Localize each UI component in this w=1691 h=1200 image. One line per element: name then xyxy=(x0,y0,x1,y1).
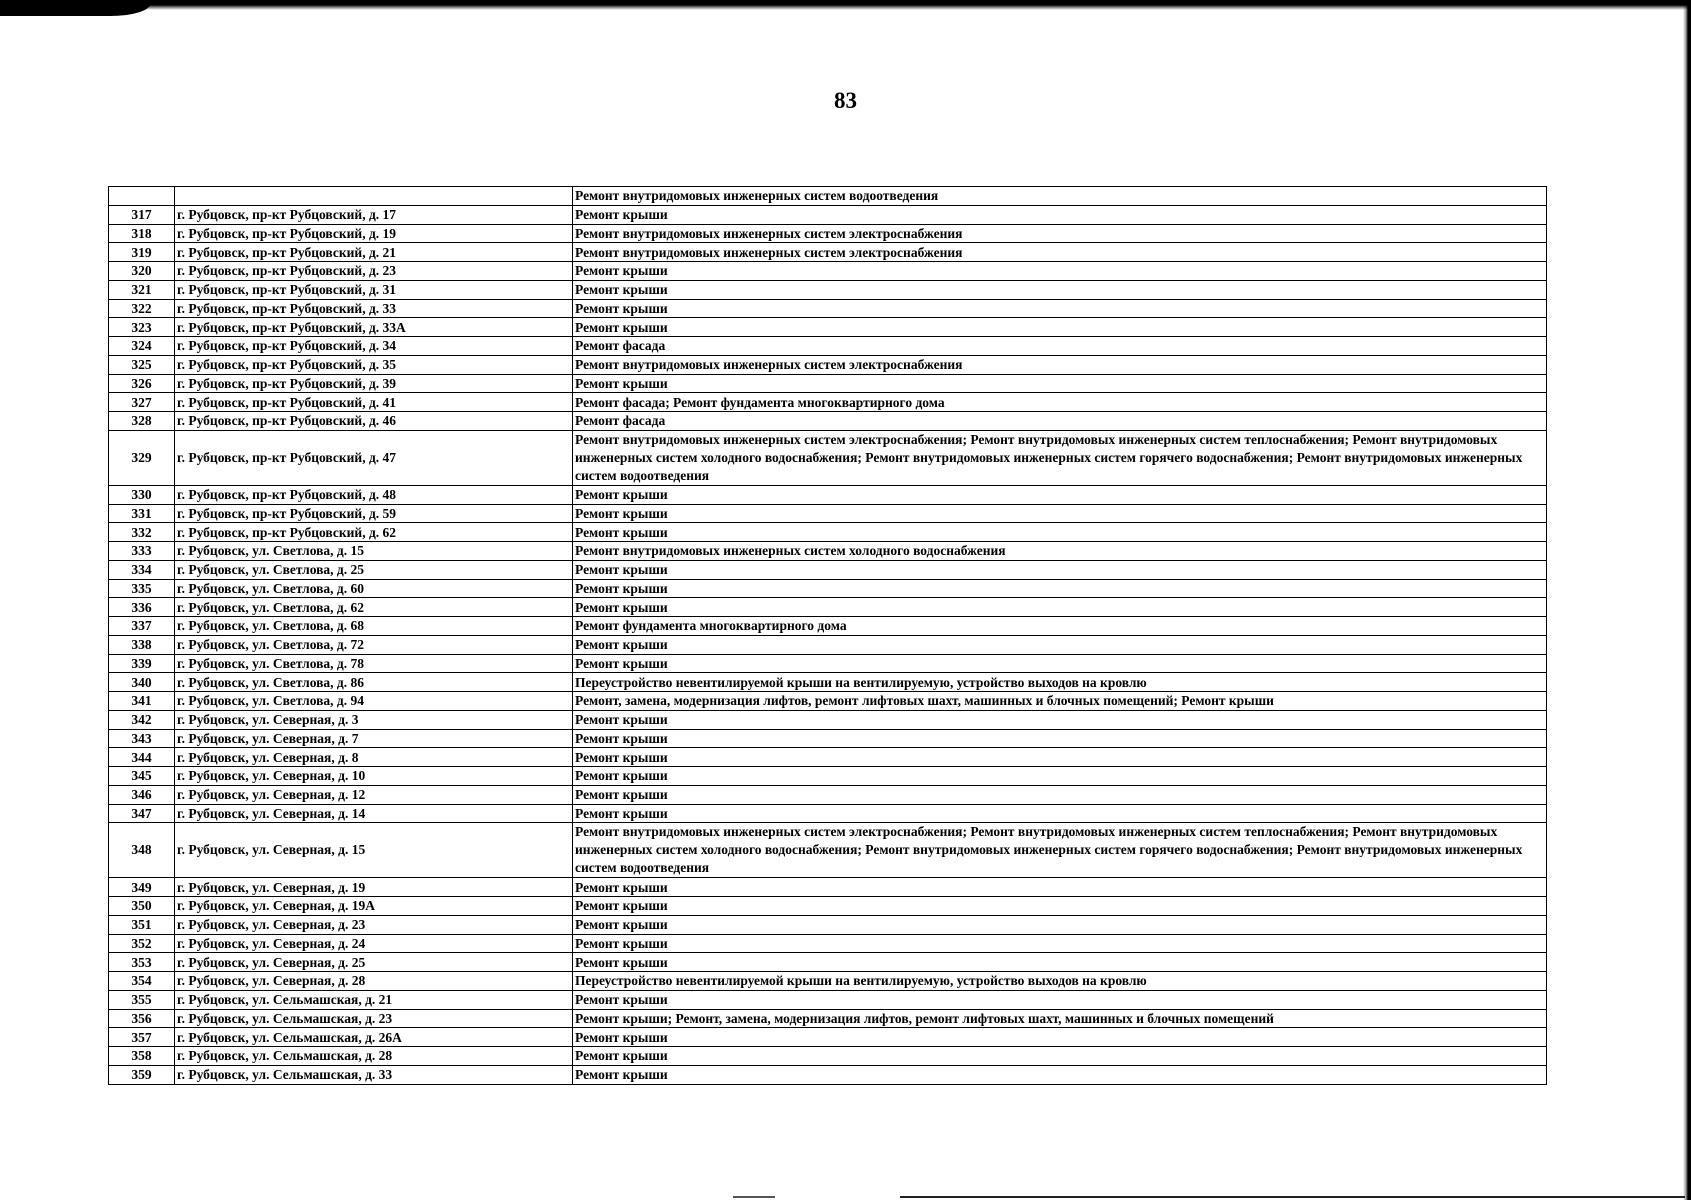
row-number-cell: 328 xyxy=(109,412,175,431)
work-type-cell: Ремонт фасада; Ремонт фундамента многоквартирного дома xyxy=(573,393,1547,412)
table-row xyxy=(109,953,1547,972)
row-number-cell: 356 xyxy=(109,1009,175,1028)
row-number-cell: 351 xyxy=(109,915,175,934)
work-type-cell: Ремонт, замена, модернизация лифтов, ремонт лифтовых шахт, машинных и блочных помещений; Ремонт крыши xyxy=(573,692,1547,711)
row-number-cell: 349 xyxy=(109,878,175,897)
row-number-cell: 343 xyxy=(109,729,175,748)
address-cell: г. Рубцовск, ул. Северная, д. 24 xyxy=(175,934,573,953)
scan-edge-right xyxy=(1683,0,1691,1200)
row-number-cell: 336 xyxy=(109,598,175,617)
address-cell: г. Рубцовск, пр-кт Рубцовский, д. 33А xyxy=(175,318,573,337)
table-row xyxy=(109,243,1547,262)
address-cell: г. Рубцовск, ул. Северная, д. 12 xyxy=(175,785,573,804)
work-type-cell: Ремонт крыши xyxy=(573,504,1547,523)
address-cell: г. Рубцовск, ул. Северная, д. 15 xyxy=(175,823,573,878)
address-cell: г. Рубцовск, пр-кт Рубцовский, д. 19 xyxy=(175,224,573,243)
row-number-cell: 347 xyxy=(109,804,175,823)
row-number-cell: 344 xyxy=(109,748,175,767)
address-cell: г. Рубцовск, ул. Северная, д. 28 xyxy=(175,972,573,991)
work-type-cell: Ремонт крыши xyxy=(573,785,1547,804)
row-number-cell: 354 xyxy=(109,972,175,991)
row-number-cell: 325 xyxy=(109,355,175,374)
table-row xyxy=(109,897,1547,916)
table-row xyxy=(109,393,1547,412)
address-cell: г. Рубцовск, пр-кт Рубцовский, д. 47 xyxy=(175,430,573,485)
table-row xyxy=(109,187,1547,206)
work-type-cell: Ремонт крыши xyxy=(573,934,1547,953)
table-row xyxy=(109,1047,1547,1066)
table-row xyxy=(109,767,1547,786)
row-number-cell: 319 xyxy=(109,243,175,262)
row-number-cell: 331 xyxy=(109,504,175,523)
address-cell: г. Рубцовск, пр-кт Рубцовский, д. 17 xyxy=(175,205,573,224)
table-row xyxy=(109,804,1547,823)
table-row xyxy=(109,934,1547,953)
row-number-cell: 339 xyxy=(109,654,175,673)
table-row xyxy=(109,337,1547,356)
work-type-cell: Ремонт крыши xyxy=(573,1065,1547,1084)
work-type-cell: Ремонт внутридомовых инженерных систем электроснабжения; Ремонт внутридомовых инженерных систем теплоснабжения; Ремонт внутридомовых инженерных систем холодного водоснабжения; Ремонт внутридомовых инженерных систем горячего водоснабжения; Ремонт внутридомовых инженерных систем водоотведения xyxy=(573,430,1547,485)
work-type-cell: Ремонт крыши xyxy=(573,710,1547,729)
work-type-cell: Ремонт крыши xyxy=(573,523,1547,542)
address-cell: г. Рубцовск, ул. Светлова, д. 78 xyxy=(175,654,573,673)
work-type-cell: Ремонт крыши xyxy=(573,485,1547,504)
table-row xyxy=(109,654,1547,673)
work-type-cell: Ремонт крыши xyxy=(573,579,1547,598)
table-row xyxy=(109,542,1547,561)
work-type-cell: Ремонт крыши xyxy=(573,878,1547,897)
work-type-cell: Ремонт фасада xyxy=(573,337,1547,356)
work-type-cell: Ремонт крыши xyxy=(573,318,1547,337)
row-number-cell: 332 xyxy=(109,523,175,542)
work-type-cell: Ремонт крыши xyxy=(573,374,1547,393)
address-cell xyxy=(175,187,573,206)
work-type-cell: Ремонт внутридомовых инженерных систем холодного водоснабжения xyxy=(573,542,1547,561)
work-type-cell: Ремонт крыши xyxy=(573,280,1547,299)
work-type-cell: Ремонт внутридомовых инженерных систем электроснабжения xyxy=(573,243,1547,262)
address-cell: г. Рубцовск, пр-кт Рубцовский, д. 33 xyxy=(175,299,573,318)
row-number-cell: 345 xyxy=(109,767,175,786)
address-cell: г. Рубцовск, пр-кт Рубцовский, д. 31 xyxy=(175,280,573,299)
table-row xyxy=(109,823,1547,878)
address-cell: г. Рубцовск, ул. Светлова, д. 25 xyxy=(175,560,573,579)
table-row xyxy=(109,990,1547,1009)
work-type-cell: Ремонт внутридомовых инженерных систем электроснабжения xyxy=(573,355,1547,374)
address-cell: г. Рубцовск, ул. Светлова, д. 62 xyxy=(175,598,573,617)
table-row xyxy=(109,318,1547,337)
table-row xyxy=(109,673,1547,692)
address-cell: г. Рубцовск, ул. Светлова, д. 60 xyxy=(175,579,573,598)
table-row xyxy=(109,412,1547,431)
address-cell: г. Рубцовск, пр-кт Рубцовский, д. 35 xyxy=(175,355,573,374)
row-number-cell: 322 xyxy=(109,299,175,318)
row-number-cell: 346 xyxy=(109,785,175,804)
work-type-cell: Ремонт крыши xyxy=(573,205,1547,224)
address-cell: г. Рубцовск, пр-кт Рубцовский, д. 21 xyxy=(175,243,573,262)
table-row xyxy=(109,785,1547,804)
row-number-cell xyxy=(109,187,175,206)
work-type-cell: Ремонт внутридомовых инженерных систем водоотведения xyxy=(573,187,1547,206)
table-row xyxy=(109,1028,1547,1047)
address-cell: г. Рубцовск, ул. Северная, д. 19А xyxy=(175,897,573,916)
table-row xyxy=(109,748,1547,767)
work-type-cell: Переустройство невентилируемой крыши на вентилируемую, устройство выходов на кровлю xyxy=(573,673,1547,692)
table-row xyxy=(109,262,1547,281)
row-number-cell: 330 xyxy=(109,485,175,504)
scan-edge-bottom xyxy=(900,1196,1685,1198)
row-number-cell: 334 xyxy=(109,560,175,579)
address-cell: г. Рубцовск, ул. Северная, д. 7 xyxy=(175,729,573,748)
work-type-cell: Ремонт внутридомовых инженерных систем электроснабжения; Ремонт внутридомовых инженерных систем теплоснабжения; Ремонт внутридомовых инженерных систем холодного водоснабжения; Ремонт внутридомовых инженерных систем горячего водоснабжения; Ремонт внутридомовых инженерных систем водоотведения xyxy=(573,823,1547,878)
work-type-cell: Ремонт фасада xyxy=(573,412,1547,431)
work-type-cell: Ремонт крыши xyxy=(573,748,1547,767)
address-cell: г. Рубцовск, ул. Северная, д. 10 xyxy=(175,767,573,786)
row-number-cell: 324 xyxy=(109,337,175,356)
work-type-cell: Ремонт крыши xyxy=(573,767,1547,786)
work-type-cell: Ремонт крыши xyxy=(573,915,1547,934)
table-row xyxy=(109,635,1547,654)
row-number-cell: 323 xyxy=(109,318,175,337)
page-number: 83 xyxy=(834,88,857,113)
table-row xyxy=(109,1065,1547,1084)
table-row xyxy=(109,355,1547,374)
address-cell: г. Рубцовск, ул. Северная, д. 3 xyxy=(175,710,573,729)
address-cell: г. Рубцовск, ул. Светлова, д. 72 xyxy=(175,635,573,654)
row-number-cell: 353 xyxy=(109,953,175,972)
table-row xyxy=(109,224,1547,243)
table-row xyxy=(109,878,1547,897)
table-row xyxy=(109,692,1547,711)
address-cell: г. Рубцовск, ул. Северная, д. 14 xyxy=(175,804,573,823)
table-row xyxy=(109,972,1547,991)
scan-edge-top-left xyxy=(0,0,150,16)
address-cell: г. Рубцовск, ул. Сельмашская, д. 26А xyxy=(175,1028,573,1047)
table-row xyxy=(109,617,1547,636)
row-number-cell: 340 xyxy=(109,673,175,692)
work-type-cell: Ремонт крыши xyxy=(573,990,1547,1009)
address-cell: г. Рубцовск, ул. Сельмашская, д. 21 xyxy=(175,990,573,1009)
work-type-cell: Ремонт крыши xyxy=(573,1047,1547,1066)
row-number-cell: 326 xyxy=(109,374,175,393)
work-type-cell: Ремонт крыши xyxy=(573,262,1547,281)
table-row xyxy=(109,579,1547,598)
row-number-cell: 333 xyxy=(109,542,175,561)
table-row xyxy=(109,710,1547,729)
work-type-cell: Ремонт крыши xyxy=(573,598,1547,617)
row-number-cell: 355 xyxy=(109,990,175,1009)
row-number-cell: 337 xyxy=(109,617,175,636)
work-type-cell: Ремонт фундамента многоквартирного дома xyxy=(573,617,1547,636)
table-row xyxy=(109,915,1547,934)
row-number-cell: 335 xyxy=(109,579,175,598)
address-cell: г. Рубцовск, пр-кт Рубцовский, д. 48 xyxy=(175,485,573,504)
scan-edge-top xyxy=(0,0,1691,10)
works-table-container xyxy=(108,186,1547,1085)
table-row xyxy=(109,523,1547,542)
work-type-cell: Ремонт крыши xyxy=(573,897,1547,916)
table-row xyxy=(109,430,1547,485)
address-cell: г. Рубцовск, пр-кт Рубцовский, д. 46 xyxy=(175,412,573,431)
table-row xyxy=(109,374,1547,393)
row-number-cell: 320 xyxy=(109,262,175,281)
work-type-cell: Ремонт крыши xyxy=(573,654,1547,673)
row-number-cell: 318 xyxy=(109,224,175,243)
table-row xyxy=(109,729,1547,748)
table-row xyxy=(109,485,1547,504)
row-number-cell: 342 xyxy=(109,710,175,729)
row-number-cell: 327 xyxy=(109,393,175,412)
row-number-cell: 338 xyxy=(109,635,175,654)
address-cell: г. Рубцовск, ул. Северная, д. 19 xyxy=(175,878,573,897)
address-cell: г. Рубцовск, пр-кт Рубцовский, д. 39 xyxy=(175,374,573,393)
row-number-cell: 357 xyxy=(109,1028,175,1047)
table-row xyxy=(109,560,1547,579)
works-table-body xyxy=(109,187,1547,1085)
row-number-cell: 352 xyxy=(109,934,175,953)
table-row xyxy=(109,598,1547,617)
table-row xyxy=(109,299,1547,318)
address-cell: г. Рубцовск, ул. Сельмашская, д. 28 xyxy=(175,1047,573,1066)
row-number-cell: 341 xyxy=(109,692,175,711)
work-type-cell: Переустройство невентилируемой крыши на вентилируемую, устройство выходов на кровлю xyxy=(573,972,1547,991)
address-cell: г. Рубцовск, пр-кт Рубцовский, д. 59 xyxy=(175,504,573,523)
table-row xyxy=(109,205,1547,224)
work-type-cell: Ремонт крыши xyxy=(573,299,1547,318)
address-cell: г. Рубцовск, ул. Сельмашская, д. 23 xyxy=(175,1009,573,1028)
work-type-cell: Ремонт крыши xyxy=(573,635,1547,654)
row-number-cell: 359 xyxy=(109,1065,175,1084)
work-type-cell: Ремонт крыши xyxy=(573,953,1547,972)
work-type-cell: Ремонт крыши xyxy=(573,804,1547,823)
works-table xyxy=(108,186,1547,1085)
scan-mark-bottom xyxy=(733,1196,775,1198)
row-number-cell: 358 xyxy=(109,1047,175,1066)
address-cell: г. Рубцовск, пр-кт Рубцовский, д. 23 xyxy=(175,262,573,281)
table-row xyxy=(109,1009,1547,1028)
table-row xyxy=(109,280,1547,299)
address-cell: г. Рубцовск, ул. Северная, д. 8 xyxy=(175,748,573,767)
address-cell: г. Рубцовск, пр-кт Рубцовский, д. 34 xyxy=(175,337,573,356)
work-type-cell: Ремонт крыши xyxy=(573,1028,1547,1047)
table-row xyxy=(109,504,1547,523)
address-cell: г. Рубцовск, ул. Светлова, д. 94 xyxy=(175,692,573,711)
work-type-cell: Ремонт внутридомовых инженерных систем электроснабжения xyxy=(573,224,1547,243)
address-cell: г. Рубцовск, пр-кт Рубцовский, д. 62 xyxy=(175,523,573,542)
address-cell: г. Рубцовск, пр-кт Рубцовский, д. 41 xyxy=(175,393,573,412)
address-cell: г. Рубцовск, ул. Северная, д. 25 xyxy=(175,953,573,972)
address-cell: г. Рубцовск, ул. Светлова, д. 15 xyxy=(175,542,573,561)
row-number-cell: 348 xyxy=(109,823,175,878)
work-type-cell: Ремонт крыши; Ремонт, замена, модернизация лифтов, ремонт лифтовых шахт, машинных и блочных помещений xyxy=(573,1009,1547,1028)
row-number-cell: 350 xyxy=(109,897,175,916)
work-type-cell: Ремонт крыши xyxy=(573,560,1547,579)
address-cell: г. Рубцовск, ул. Светлова, д. 68 xyxy=(175,617,573,636)
address-cell: г. Рубцовск, ул. Светлова, д. 86 xyxy=(175,673,573,692)
work-type-cell: Ремонт крыши xyxy=(573,729,1547,748)
address-cell: г. Рубцовск, ул. Сельмашская, д. 33 xyxy=(175,1065,573,1084)
row-number-cell: 329 xyxy=(109,430,175,485)
row-number-cell: 317 xyxy=(109,205,175,224)
address-cell: г. Рубцовск, ул. Северная, д. 23 xyxy=(175,915,573,934)
row-number-cell: 321 xyxy=(109,280,175,299)
